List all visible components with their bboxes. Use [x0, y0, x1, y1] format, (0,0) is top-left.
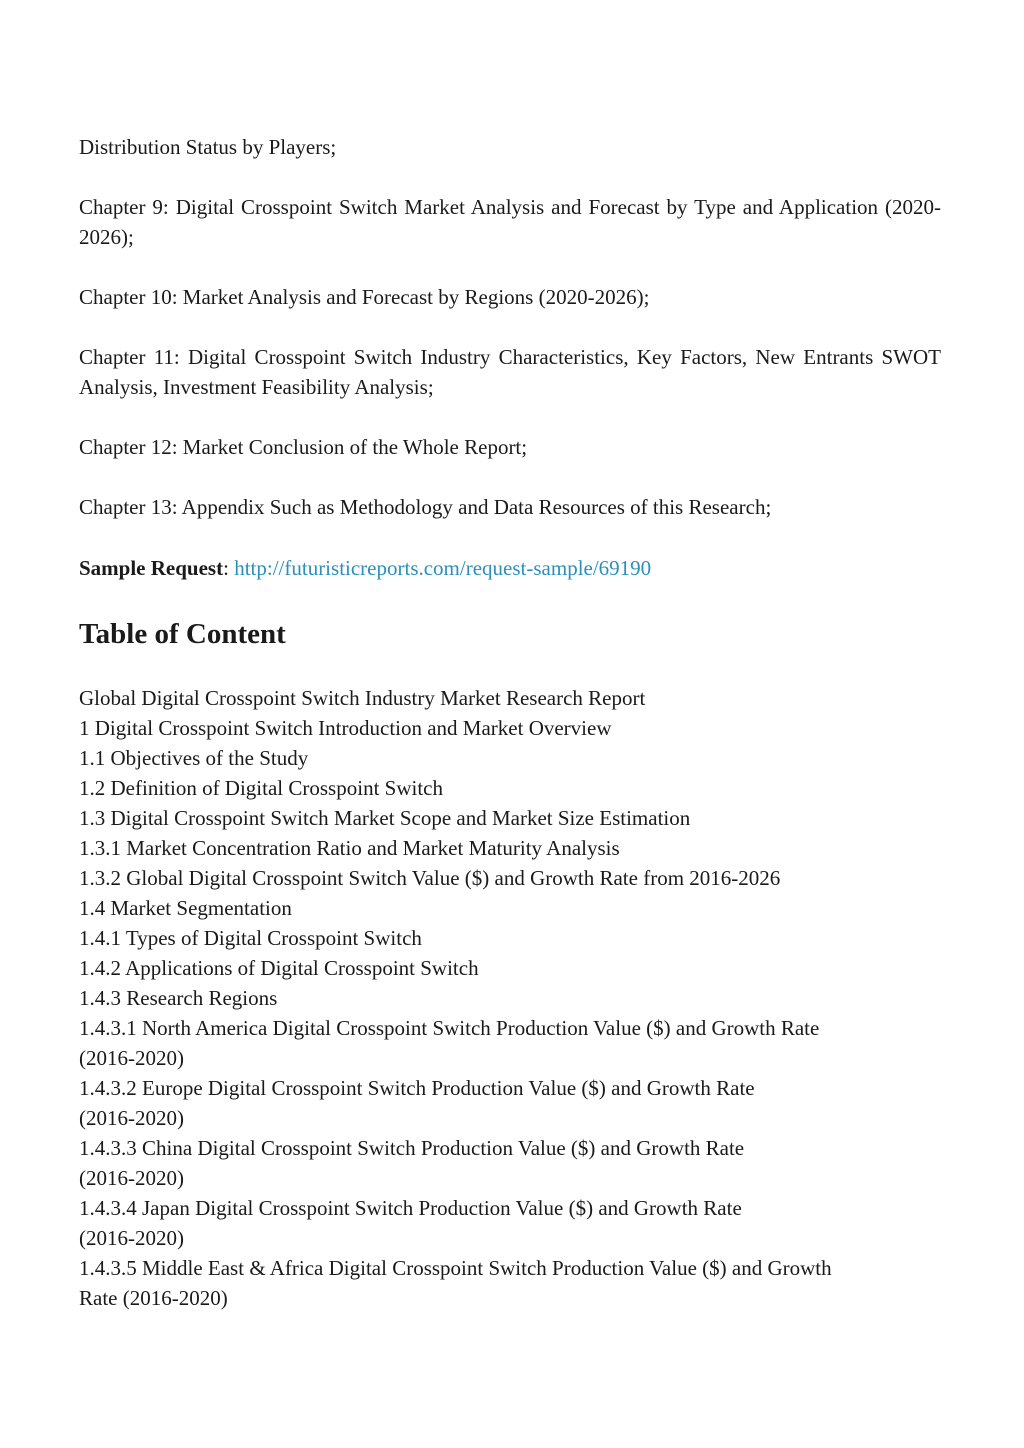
toc-line: 1.3.2 Global Digital Crosspoint Switch Value ($) and Growth Rate from 2016-2026: [79, 866, 781, 890]
sample-request-line: [79, 553, 941, 583]
toc-line: 1.4 Market Segmentation: [79, 896, 292, 920]
chapter-9-paragraph: Chapter 9: Digital Crosspoint Switch Market Analysis and Forecast by Type and Application (2020-2026);: [79, 195, 941, 249]
chapter-13-paragraph: Chapter 13: Appendix Such as Methodology and Data Resources of this Research;: [79, 495, 772, 519]
toc-line: 1.4.3.1 North America Digital Crosspoint Switch Production Value ($) and Growth Rate: [79, 1016, 820, 1040]
toc-line: Global Digital Crosspoint Switch Industry Market Research Report: [79, 686, 646, 710]
sample-request-separator: :: [223, 556, 235, 580]
chapter-11-paragraph: Chapter 11: Digital Crosspoint Switch Industry Characteristics, Key Factors, New Entrants SWOT Analysis, Investment Feasibility Analysis;: [79, 345, 941, 399]
toc-line: 1.4.3 Research Regions: [79, 986, 278, 1010]
toc-line: (2016-2020): [79, 1226, 184, 1250]
toc-line: 1.4.2 Applications of Digital Crosspoint Switch: [79, 956, 479, 980]
toc-line: 1.4.3.2 Europe Digital Crosspoint Switch Production Value ($) and Growth Rate: [79, 1076, 755, 1100]
toc-line: 1.4.3.5 Middle East & Africa Digital Crosspoint Switch Production Value ($) and Growth: [79, 1256, 832, 1280]
toc-line: 1.4.3.4 Japan Digital Crosspoint Switch Production Value ($) and Growth Rate: [79, 1196, 742, 1220]
toc-line: (2016-2020): [79, 1106, 184, 1130]
toc-line: Rate (2016-2020): [79, 1286, 228, 1310]
sample-request-link[interactable]: http://futuristicreports.com/request-sample/69190: [234, 556, 652, 580]
toc-line: 1.4.1 Types of Digital Crosspoint Switch: [79, 926, 422, 950]
toc-line: 1 Digital Crosspoint Switch Introduction and Market Overview: [79, 716, 612, 740]
toc-line: (2016-2020): [79, 1046, 184, 1070]
toc-line: 1.2 Definition of Digital Crosspoint Switch: [79, 776, 443, 800]
toc-line: (2016-2020): [79, 1166, 184, 1190]
toc-line: 1.4.3.3 China Digital Crosspoint Switch Production Value ($) and Growth Rate: [79, 1136, 745, 1160]
sample-request-label: Sample Request: [79, 556, 224, 580]
chapter-12-paragraph: Chapter 12: Market Conclusion of the Whole Report;: [79, 435, 528, 459]
toc-heading: Table of Content: [79, 618, 286, 650]
toc-line: 1.1 Objectives of the Study: [79, 746, 309, 770]
distribution-status-paragraph: Distribution Status by Players;: [79, 135, 337, 159]
chapter-10-paragraph: Chapter 10: Market Analysis and Forecast by Regions (2020-2026);: [79, 285, 650, 309]
toc-line: 1.3 Digital Crosspoint Switch Market Scope and Market Size Estimation: [79, 806, 691, 830]
toc-list: [79, 683, 959, 1313]
toc-line: 1.3.1 Market Concentration Ratio and Market Maturity Analysis: [79, 836, 620, 860]
